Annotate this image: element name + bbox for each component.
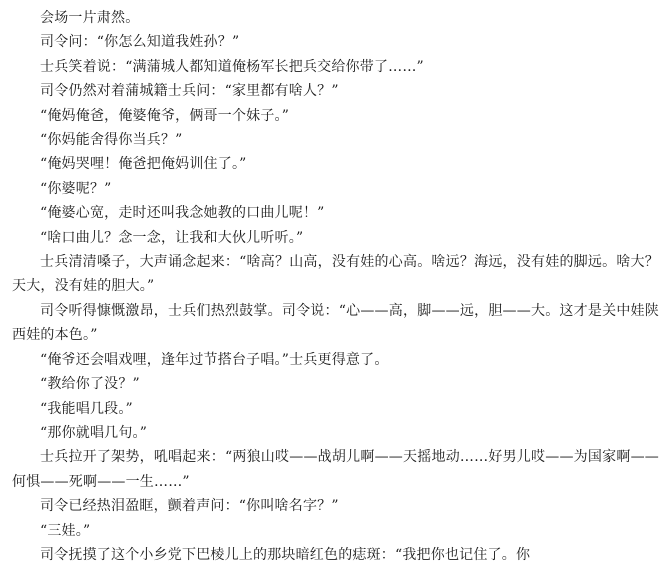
- paragraph-2: 司令问：“你怎么知道我姓孙？”: [40, 34, 240, 51]
- paragraph-11: 士兵清清嗓子，大声诵念起来：“啥高？山高，没有娃的心高。啥远？海远，没有娃的脚远。啥大？天大，没有娃的胆大。”: [12, 254, 659, 295]
- paragraph-15: “我能唱几段。”: [40, 400, 133, 417]
- paragraph-17: 士兵拉开了架势，吼唱起来：“两狼山哎——战胡儿啊——天摇地动……好男儿哎——为国家啊——何惧——死啊——一生……”: [12, 449, 659, 490]
- paragraph-4: 司令仍然对着蒲城籍士兵问：“家里都有啥人？”: [40, 83, 339, 100]
- paragraph-7: “俺妈哭哩！俺爸把俺妈训住了。”: [40, 156, 247, 173]
- paragraph-5: “俺妈俺爸，俺婆俺爷，俩哥一个妹子。”: [40, 107, 290, 124]
- paragraph-12: 司令听得慷慨激昂，士兵们热烈鼓掌。司令说：“心——高，脚——远，胆——大。这才是关中娃陕西娃的本色。”: [12, 302, 659, 344]
- paragraph-8: “你婆呢？”: [40, 180, 112, 197]
- paragraph-14: “教给你了没？”: [40, 376, 140, 393]
- paragraph-20: 司令抚摸了这个小乡党下巴棱儿上的那块暗红色的痣斑：“我把你也记住了。你: [40, 546, 531, 563]
- paragraph-13: “俺爷还会唱戏哩，逢年过节搭台子唱。”士兵更得意了。: [40, 351, 389, 368]
- paragraph-1: 会场一片肃然。: [40, 10, 140, 26]
- paragraph-16: “那你就唱几句。”: [40, 424, 148, 441]
- paragraph-18: 司令已经热泪盈眶，颤着声问：“你叫啥名字？”: [40, 498, 339, 515]
- paragraph-19: “三娃。”: [40, 522, 91, 539]
- paragraph-3: 士兵笑着说：“满蒲城人都知道俺杨军长把兵交给你带了……”: [40, 58, 424, 75]
- paragraph-10: “啥口曲儿？念一念，让我和大伙儿听听。”: [40, 229, 304, 246]
- paragraph-6: “你妈能舍得你当兵？”: [40, 132, 183, 149]
- paragraph-9: “俺婆心宽，走时还叫我念她教的口曲儿呢！”: [40, 205, 325, 222]
